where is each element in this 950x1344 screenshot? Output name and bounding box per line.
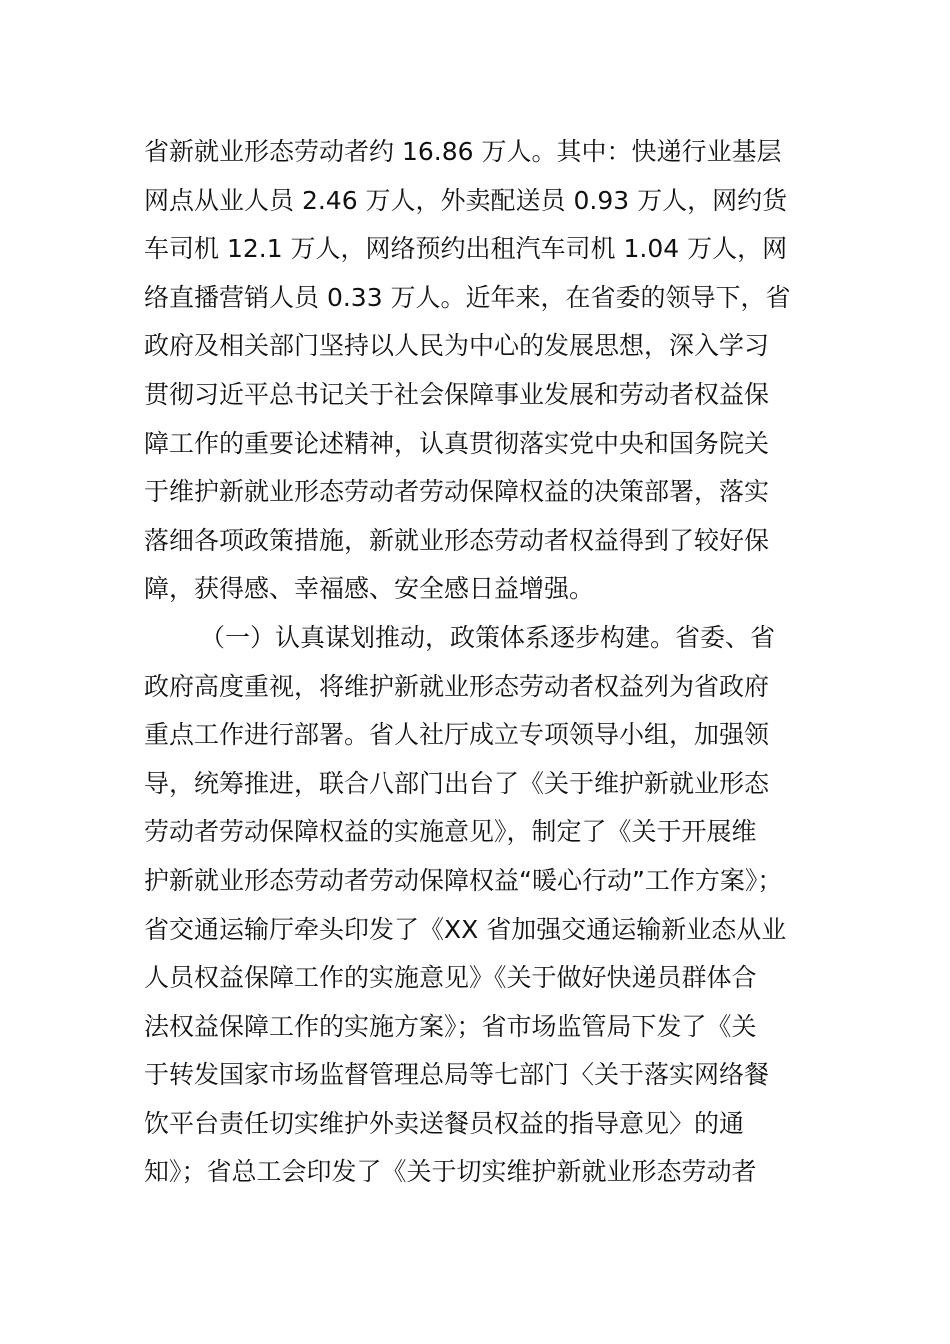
text-line: 落细各项政策措施，新就业形态劳动者权益得到了较好保 [144, 525, 770, 555]
text-line: 障工作的重要论述精神，认真贯彻落实党中央和国务院关 [144, 428, 770, 458]
text-line: 政府高度重视，将维护新就业形态劳动者权益列为省政府 [144, 671, 770, 701]
text-line: 省交通运输厅牵头印发了《XX 省加强交通运输新业态从业 [144, 914, 787, 944]
text-line: 贯彻习近平总书记关于社会保障事业发展和劳动者权益保 [144, 379, 770, 409]
text-line: 饮平台责任切实维护外卖送餐员权益的指导意见〉的通 [144, 1108, 745, 1138]
text-line: 重点工作进行部署。省人社厅成立专项领导小组，加强领 [144, 720, 770, 750]
text-line: 人员权益保障工作的实施意见》《关于做好快递员群体合 [144, 963, 757, 993]
text-line: 护新就业形态劳动者劳动保障权益“暖心行动”工作方案》； [144, 865, 783, 895]
text-line: 法权益保障工作的实施方案》；省市场监管局下发了《关 [144, 1011, 757, 1041]
text-line: 于转发国家市场监督管理总局等七部门〈关于落实网络餐 [144, 1060, 770, 1090]
text-line: 于维护新就业形态劳动者劳动保障权益的决策部署，落实 [144, 477, 770, 507]
text-line: 政府及相关部门坚持以人民为中心的发展思想，深入学习 [144, 331, 770, 361]
section-heading-line: （一）认真谋划推动，政策体系逐步构建。省委、省 [200, 622, 776, 652]
text-line: 网点从业人员 2.46 万人，外卖配送员 0.93 万人，网约货 [144, 185, 788, 215]
text-line: 络直播营销人员 0.33 万人。近年来，在省委的领导下，省 [144, 282, 791, 312]
text-line: 劳动者劳动保障权益的实施意见》，制定了《关于开展维 [144, 817, 757, 847]
text-line: 车司机 12.1 万人，网络预约出租汽车司机 1.04 万人，网 [144, 234, 788, 264]
text-line: 省新就业形态劳动者约 16.86 万人。其中：快递行业基层 [144, 137, 782, 166]
text-line: 障，获得感、幸福感、安全感日益增强。 [144, 574, 595, 604]
body-text [144, 128, 814, 1197]
text-line: 知》；省总工会印发了《关于切实维护新就业形态劳动者 [144, 1157, 757, 1187]
text-line: 导，统筹推进，联合八部门出台了《关于维护新就业形态 [144, 768, 770, 798]
